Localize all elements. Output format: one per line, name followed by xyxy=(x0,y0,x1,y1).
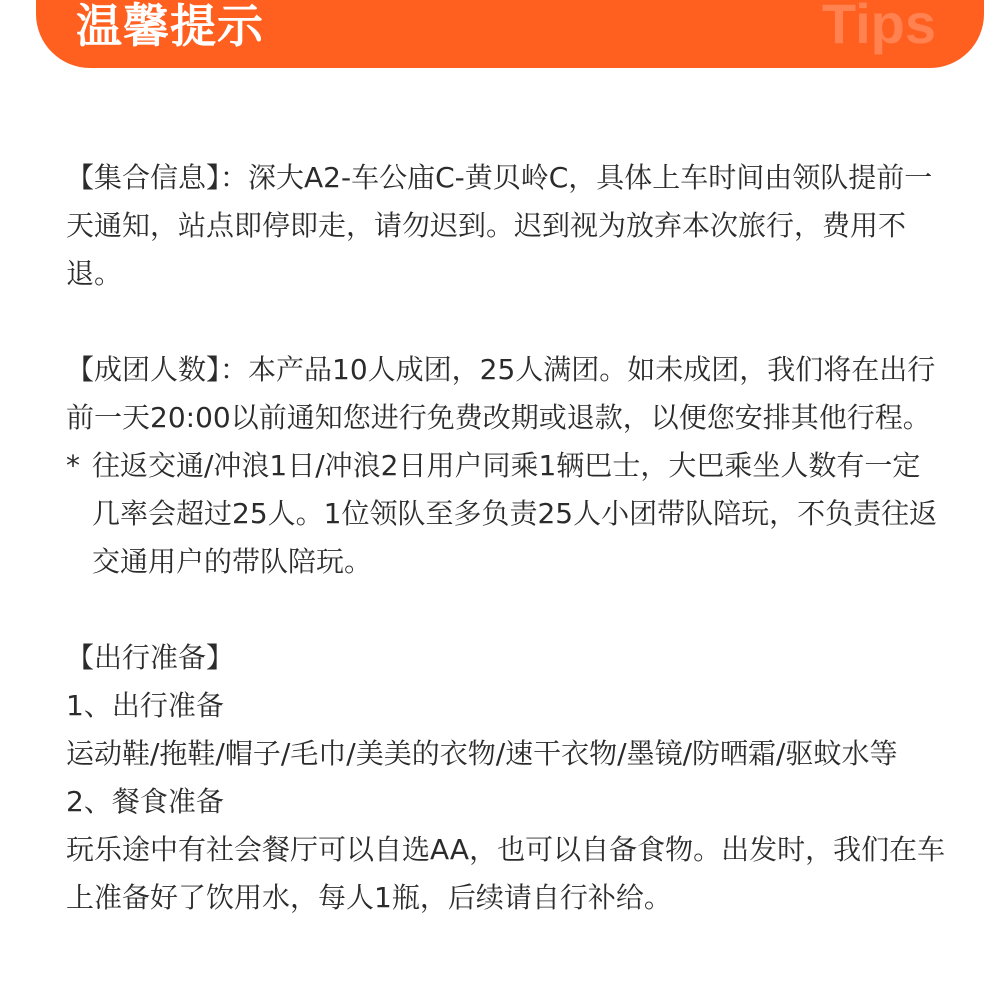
page-title: 温馨提示 xyxy=(76,0,264,53)
preparation-item-2-text: 玩乐途中有社会餐厅可以自选AA，也可以自备食物。出发时，我们在车上准备好了饮用水，每人1瓶，后续请自行补给。 xyxy=(66,833,946,914)
header-watermark: Tips xyxy=(821,0,936,55)
asterisk-mark: * xyxy=(66,449,80,482)
preparation-heading: 【出行准备】 xyxy=(66,641,235,674)
group-size-info: 【成团人数】：本产品10人成团，25人满团。如未成团，我们将在出行前一天20:00以前通知您进行免费改期或退款，以便您安排其他行程。 xyxy=(66,353,936,434)
preparation-item-1-title: 1、出行准备 xyxy=(66,689,224,722)
preparation-item-2-title: 2、餐食准备 xyxy=(66,785,224,818)
section-gap xyxy=(66,586,946,634)
group-size-note xyxy=(66,442,946,586)
section-gap xyxy=(66,298,946,346)
header-banner xyxy=(36,0,984,68)
group-size-note-text: 往返交通/冲浪1日/冲浪2日用户同乘1辆巴士，大巴乘坐人数有一定几率会超过25人。1位领队至多负责25人小团带队陪玩，不负责往返交通用户的带队陪玩。 xyxy=(92,449,938,578)
preparation-item-1-text: 运动鞋/拖鞋/帽子/毛巾/美美的衣物/速干衣物/墨镜/防晒霜/驱蚊水等 xyxy=(66,737,898,770)
tips-content xyxy=(66,154,946,922)
gathering-info: 【集合信息】：深大A2-车公庙C-黄贝岭C，具体上车时间由领队提前一天通知，站点即停即走，请勿迟到。迟到视为放弃本次旅行，费用不退。 xyxy=(66,161,933,290)
